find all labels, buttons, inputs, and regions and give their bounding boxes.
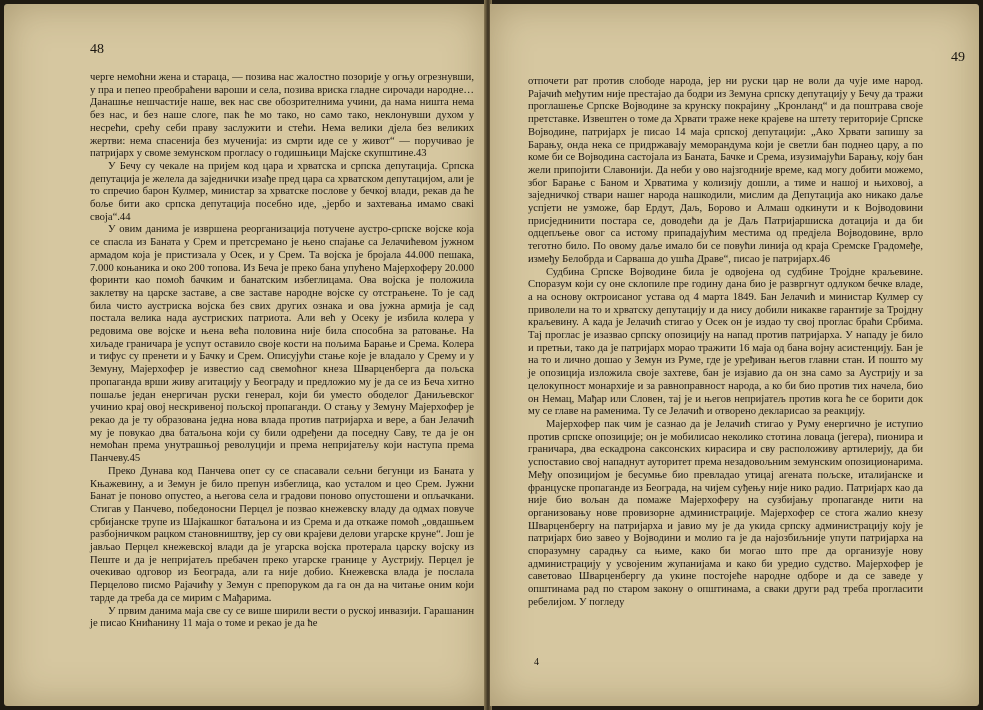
page-body bbox=[90, 72, 474, 631]
signature-mark: 4 bbox=[534, 657, 539, 668]
paragraph: Мајерхофер пак чим је сазнао да је Јелачић стигао у Руму енергично је иступио против српске опозиције; он је мобилисао неколико стотина ловаца (јегера), пионира и граничара, два ескадрона саксонских кирасира и сву расположиву артилерију, да би успоставио свој нападнут ауторитет према незадовољним земунским опозиционарима. Међу опозицијом је бесумње био превладао утицај агената пољске, италијанске и француске пропаганде из Београда, на чијем суђењу није нико радио. Патријарх као да није био вољан да помаже Мајерхоферу на сузбијању пропаганде нити на организовању нове провизорне администрације. Мајерхофер се стога жалио кнезу Шварценбергу на патријарха и јавио му је да укида српску администрацију коју је патријарх био завео у Војводини и молио га је да најозбиљније упути патријарха на споразумну сарадњу са њиме, како би могао што пре да организује нову администрацију у усвојеним жупанијама и како би уредио судство. Мајерхофер је саветовао Шварценбергу да укине постојеће народне одборе и да се заведе у општинама рад по старом закону о општинама, а сваки други рад треба прогласити ребелијом. У погледу bbox=[528, 418, 923, 608]
page-number: 49 bbox=[951, 50, 965, 65]
right-page bbox=[490, 4, 979, 706]
paragraph: черге немоћни жена и стараца, — позива нас жалостно позорије у огњу огрезнувши, у пра и пепео преобраћени вароши и села, позива вриска гладне сирочади народне… Данашње нешчастије наше, век нас све обозрителнима учини, да нама ништа нема без нас, и без наше слоге, пак ће мо тако, но само тако, неклонувши духом у несрећи, срећу себи праву заслужити и стећи. Нема велики дјела без великих жертви: нема спасенија без мученија: из смрти иде се у живот“ — поручивао је патријарх у своме земунском прогласу о годишњици Мајске скупштине.43 bbox=[90, 72, 474, 160]
paragraph: У првим данима маја све су се више ширили вести о руској инвазији. Гарашанин је писао Книћанину 11 маја о томе и рекао је да ће bbox=[90, 605, 474, 630]
page-number: 48 bbox=[90, 42, 104, 57]
page-body bbox=[528, 76, 923, 610]
paragraph: У овим данима је извршена реорганизација потучене аустро-српске војске која се спасла из Баната у Срем и претсремано је њено спајање са Јелачићевом јужном армадом која је пристизала у Осек, и у Срем. Та војска је бројала 44.000 пешака, 7.000 коњаника и око 200 топова. Из Беча је преко бана упућено Мајерхоферу 20.000 форинти као помоћ бачким и банатским избеглицама. Ова војска је положила заклетву на царске заставе, а све заставе народне војске су отстрањене. То је сад била чисто аустриска војска без свих других ознака и ова јужна армија је сад постала велика нада аустриских патриота. Али већ у Осеку је избила колера у редовима ове војске и њена већа половина није била способна за ратовање. На хиљаде граничара је успут оставило своје кости на пољима Барање и Срема. Колера и тифус су пренети и у Бачку и Срем. Описујући стање које је владало у Срему и у Земуну, Мајерхофер је известио сад свемоћног кнеза Шварценберга да пољска пропаганда врши живу агитацију у Београду и предложио му је да се из Беча хитно пошаље један енергичан руски генерал, који би уместо ободелог Даниљевског учинио крај овој нескривеној пољској пропаганди. О стању у Земуну Мајерхофер је рекао да је ту образована једна нова влада против патријарха и вере, а бан Јелачић му је повукао два батаљона који су били одређени да поседну Саву, те да је он немоћан према унутрашњој револуцији и према непријатељу који наступа према Панчеву.45 bbox=[90, 224, 474, 465]
paragraph: У Бечу су чекале на пријем код цара и хрватска и српска депутација. Српска депутација је желела да заједнички изађе пред цара са хрватском депутацијом, али је то спречио барон Кулмер, министар за хрватске послове у бечкој влади, рекав да ће боље бити ако српска депутација посебно иде, „јербо и захтевања имамо свакi своја“.44 bbox=[90, 160, 474, 223]
left-page bbox=[4, 4, 486, 706]
paragraph: Судбина Српске Војводине била је одвојена од судбине Тројдне краљевине. Споразум који су оне склопиле пре годину дана био је развргнут одлуком бечке владе, а на основу октроисаног устава од 4 марта 1849. Бан Јелачић и министар Кулмер су приволели на то и хрватску депутацију и да нису добили никакве гарантије за Тројдну краљевину. А када је Јелачић стигао у Осек он је издао ту свој проглас браћи Србима. Тај проглас је изазвао српску опозицију на напад против патријарха. У нападу је било и претњи, тако да је патријарх морао тражити 16 маја од бана војну асистенцију. Бан је на то и лично дошао у Земун из Руме, где је уређиван његов главни стан. И поштo му је опозиција изложила своје захтеве, бан је изјавио да он зна само за Аустрију и за целокупност монархије и за равноправност народа, а ко би био против тих начела, био он Немац, Мађар или Словен, тај је и његов непријатељ против кога ће се борити док му се главе на раменима. Ту се Јелачић и отворено декларисао за реакцију. bbox=[528, 266, 923, 418]
paragraph: Преко Дунава код Панчева опет су се спасавали сељни бегунци из Баната у Књажевину, а и Земун је било препун избеглица, као усталом и цео Срем. Јужни Банат је поново опустео, а његова села и градови поново опустошени и опљачкани. Стигав у Панчево, победоносни Перцел је позвао кнежевску владу да одмах повуче србијанске трупе из Шајкашког батаљона и из Срема и да откаже помоћ „овдашњем разбојничком рацком становништву, јер су ови крајеви делови угарске круне“. Још је јављао Перцел кнежевској влади да је угарска војска протерала царску војску из Пеште и да је непријатељ пребачен преко угарске границе у Аустрију. Перцел је очекивао одговор из Београда, али га није добио. Кнежевска влада је послала Перцелово писмо Рајачићу у Земун с препоруком да га он да на читање оним који тарде да треба да се мирим с Мађарима. bbox=[90, 465, 474, 604]
paragraph: отпочети рат против слободе народа, јер ни руски цар не воли да чује име народ. Рајачић међутим није престајао да бодри из Земуна српску депутацију у Бечу да тражи проглашење Српске Војводине за крунску покрајину „Кронланд“ и да поштрава своје претставке. Извештен о томе да Хрвати траже неке крајеве на штету територије Српске Војводине, патријарх је писао 14 маја српској депутацији: „Ако Хрвати запишу за Барању, онда нека се придржавају меморандума који је светли бан поднео цару, а по коме би се Војводина састојала из Баната, Бачке и Срема, изузимајући Барању, коју бан жели припојити Славонији. Да неби у ово најзгодније време, кад могу добити можемо, због Барање с Баном и Хрватима у колизију дошли, а тиме и нашој и њиховој, а заједничкој ствари нашег народа нашкодили, мислим да Депутација ако никако даље успјети не узможе, бар Ердут, Даљ, Борово и Алмаш одкинути и к Војводовини присједнинити постара се, доводећи да је Даљ Патријаршиска дотација и да би одцепљење овог са истому припадајућим местима од предјела Војводовине, врло теготно било. По овому даље имало би се повући линија од краја Сремске Градомеђе, између Белобрда и Сарваша до ушћа Драве“, писао је патријарх.46 bbox=[528, 76, 923, 265]
